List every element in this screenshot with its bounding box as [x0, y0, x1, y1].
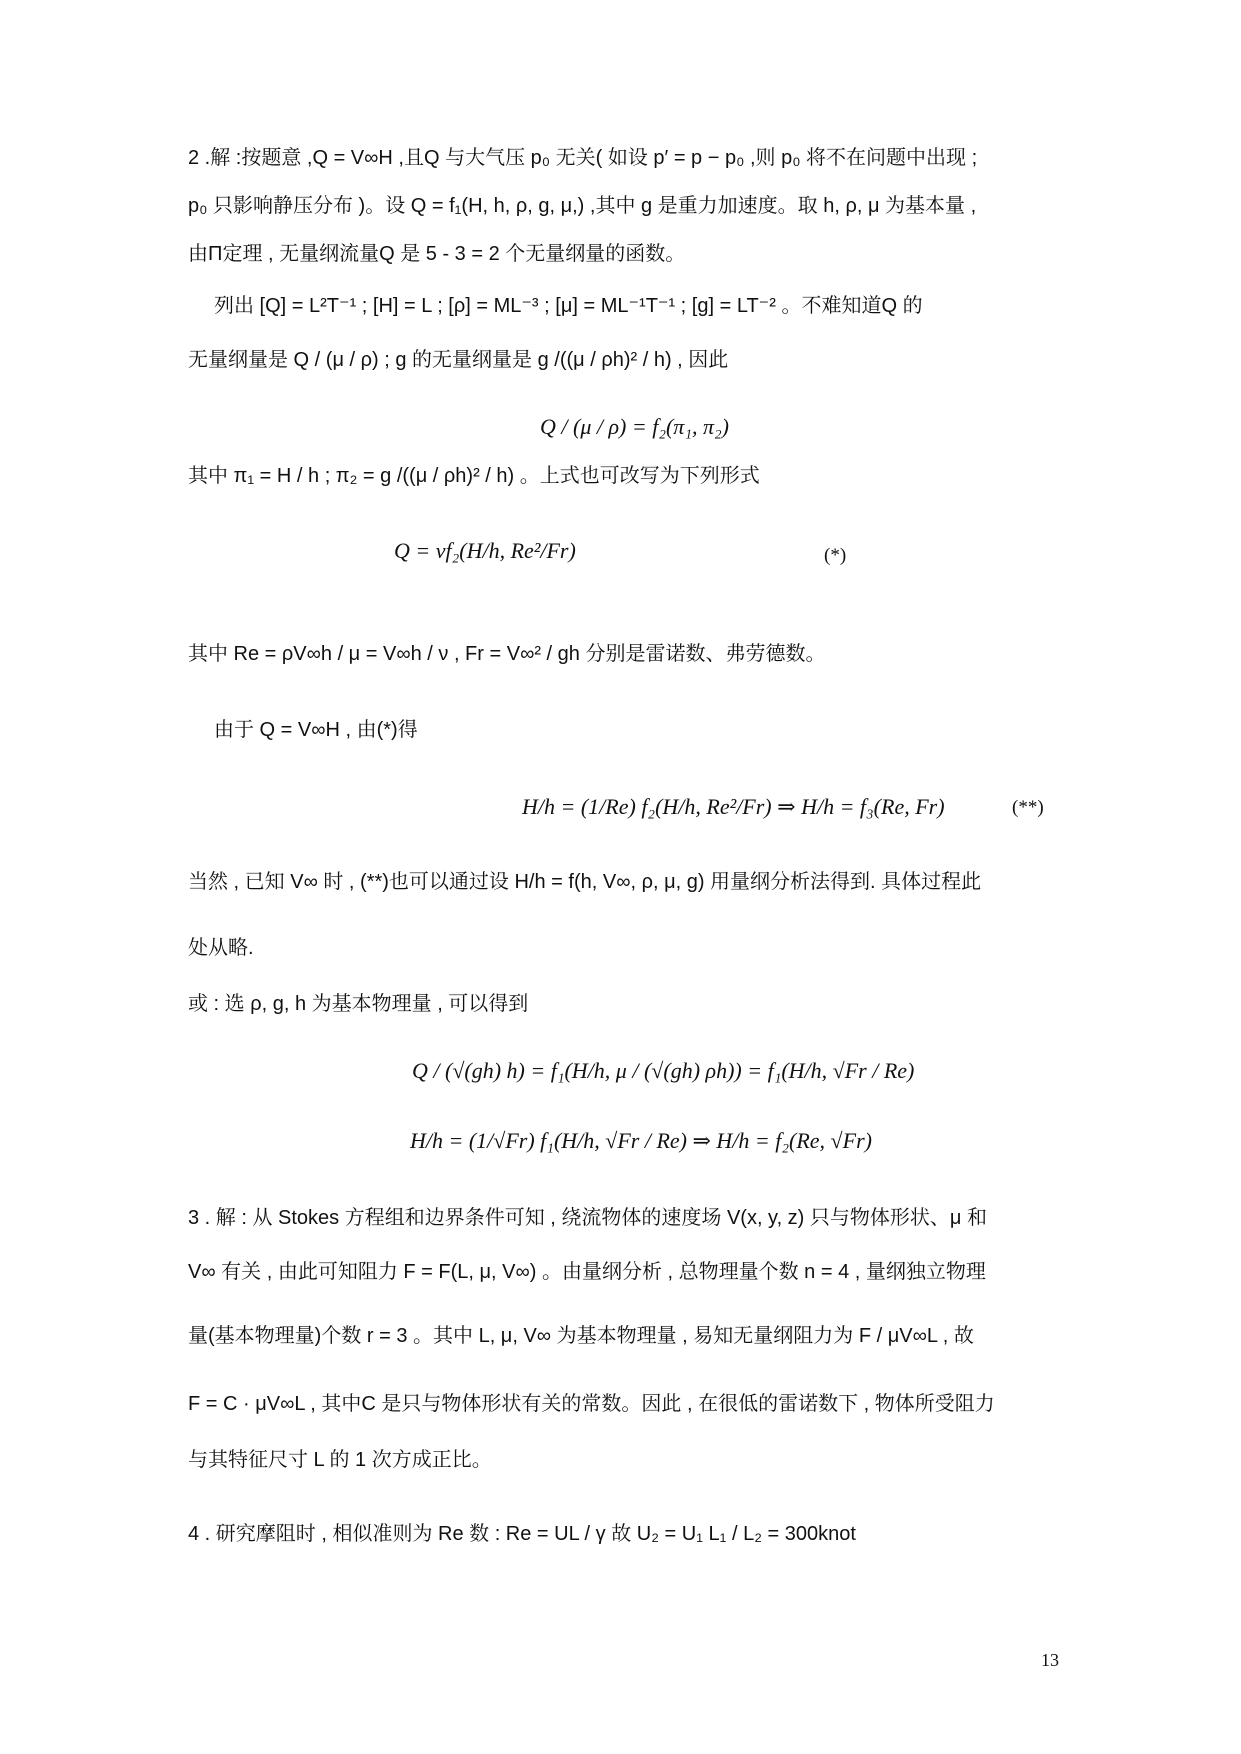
paragraph-line-9: 当然 , 已知 V∞ 时 , (**)也可以通过设 H/h = f(h, V∞, ρ, μ, g) 用量纲分析法得到. 具体过程此: [188, 871, 982, 893]
paragraph-line-17: 4 . 研究摩阻时 , 相似准则为 Re 数 : Re = UL / γ 故 U₂ = U₁ L₁ / L₂ = 300knot: [188, 1523, 856, 1545]
paragraph-line-2: p₀ 只影响静压分布 )。设 Q = f₁(H, h, ρ, g, μ,) ,其中 g 是重力加速度。取 h, ρ, μ 为基本量 ,: [188, 195, 977, 217]
paragraph-line-3: 由Π定理 , 无量纲流量Q 是 5 - 3 = 2 个无量纲量的函数。: [188, 243, 686, 265]
equation-number-star: (*): [824, 545, 847, 566]
paragraph-line-13: V∞ 有关 , 由此可知阻力 F = F(L, μ, V∞) 。由量纲分析 , 总物理量个数 n = 4 , 量纲独立物理: [188, 1261, 986, 1283]
equation-5: H/h = (1/√Fr) f₁(H/h, √Fr / Re) ⇒ H/h = f₂(Re, √Fr): [410, 1128, 872, 1153]
paragraph-line-4: 列出 [Q] = L²T⁻¹ ; [H] = L ; [ρ] = ML⁻³ ; [μ] = ML⁻¹T⁻¹ ; [g] = LT⁻² 。不难知道Q 的: [214, 295, 923, 317]
equation-number-double-star: (**): [1012, 797, 1044, 818]
paragraph-line-7: 其中 Re = ρV∞h / μ = V∞h / ν , Fr = V∞² / gh 分别是雷诺数、弗劳德数。: [188, 643, 826, 665]
equation-1: Q / (μ / ρ) = f₂(π₁, π₂): [540, 414, 729, 439]
paragraph-line-12: 3 . 解 : 从 Stokes 方程组和边界条件可知 , 绕流物体的速度场 V(x, y, z) 只与物体形状、μ 和: [188, 1207, 987, 1229]
paragraph-line-6: 其中 π₁ = H / h ; π₂ = g /((μ / ρh)² / h) 。上式也可改写为下列形式: [188, 465, 760, 487]
equation-3: H/h = (1/Re) f₂(H/h, Re²/Fr) ⇒ H/h = f₃(Re, Fr): [522, 794, 945, 819]
paragraph-line-10: 处从略.: [188, 937, 254, 959]
page-number: 13: [1041, 1650, 1059, 1670]
paragraph-line-1: 2 .解 :按题意 ,Q = V∞H ,且Q 与大气压 p₀ 无关( 如设 p′ = p − p₀ ,则 p₀ 将不在问题中出现 ;: [188, 147, 978, 169]
equation-4: Q / (√(gh) h) = f₁(H/h, μ / (√(gh) ρh)) = f₁(H/h, √Fr / Re): [412, 1058, 915, 1083]
paragraph-line-11: 或 : 选 ρ, g, h 为基本物理量 , 可以得到: [188, 993, 529, 1015]
paragraph-line-15: F = C · μV∞L , 其中C 是只与物体形状有关的常数。因此 , 在很低的雷诺数下 , 物体所受阻力: [188, 1393, 995, 1415]
paragraph-line-14: 量(基本物理量)个数 r = 3 。其中 L, μ, V∞ 为基本物理量 , 易知无量纲阻力为 F / μV∞L , 故: [188, 1325, 974, 1347]
paragraph-line-8: 由于 Q = V∞H , 由(*)得: [214, 719, 418, 741]
paragraph-line-5: 无量纲量是 Q / (μ / ρ) ; g 的无量纲量是 g /((μ / ρh)² / h) , 因此: [188, 349, 729, 371]
equation-2: Q = νf₂(H/h, Re²/Fr): [394, 538, 576, 563]
paragraph-line-16: 与其特征尺寸 L 的 1 次方成正比。: [188, 1449, 492, 1471]
